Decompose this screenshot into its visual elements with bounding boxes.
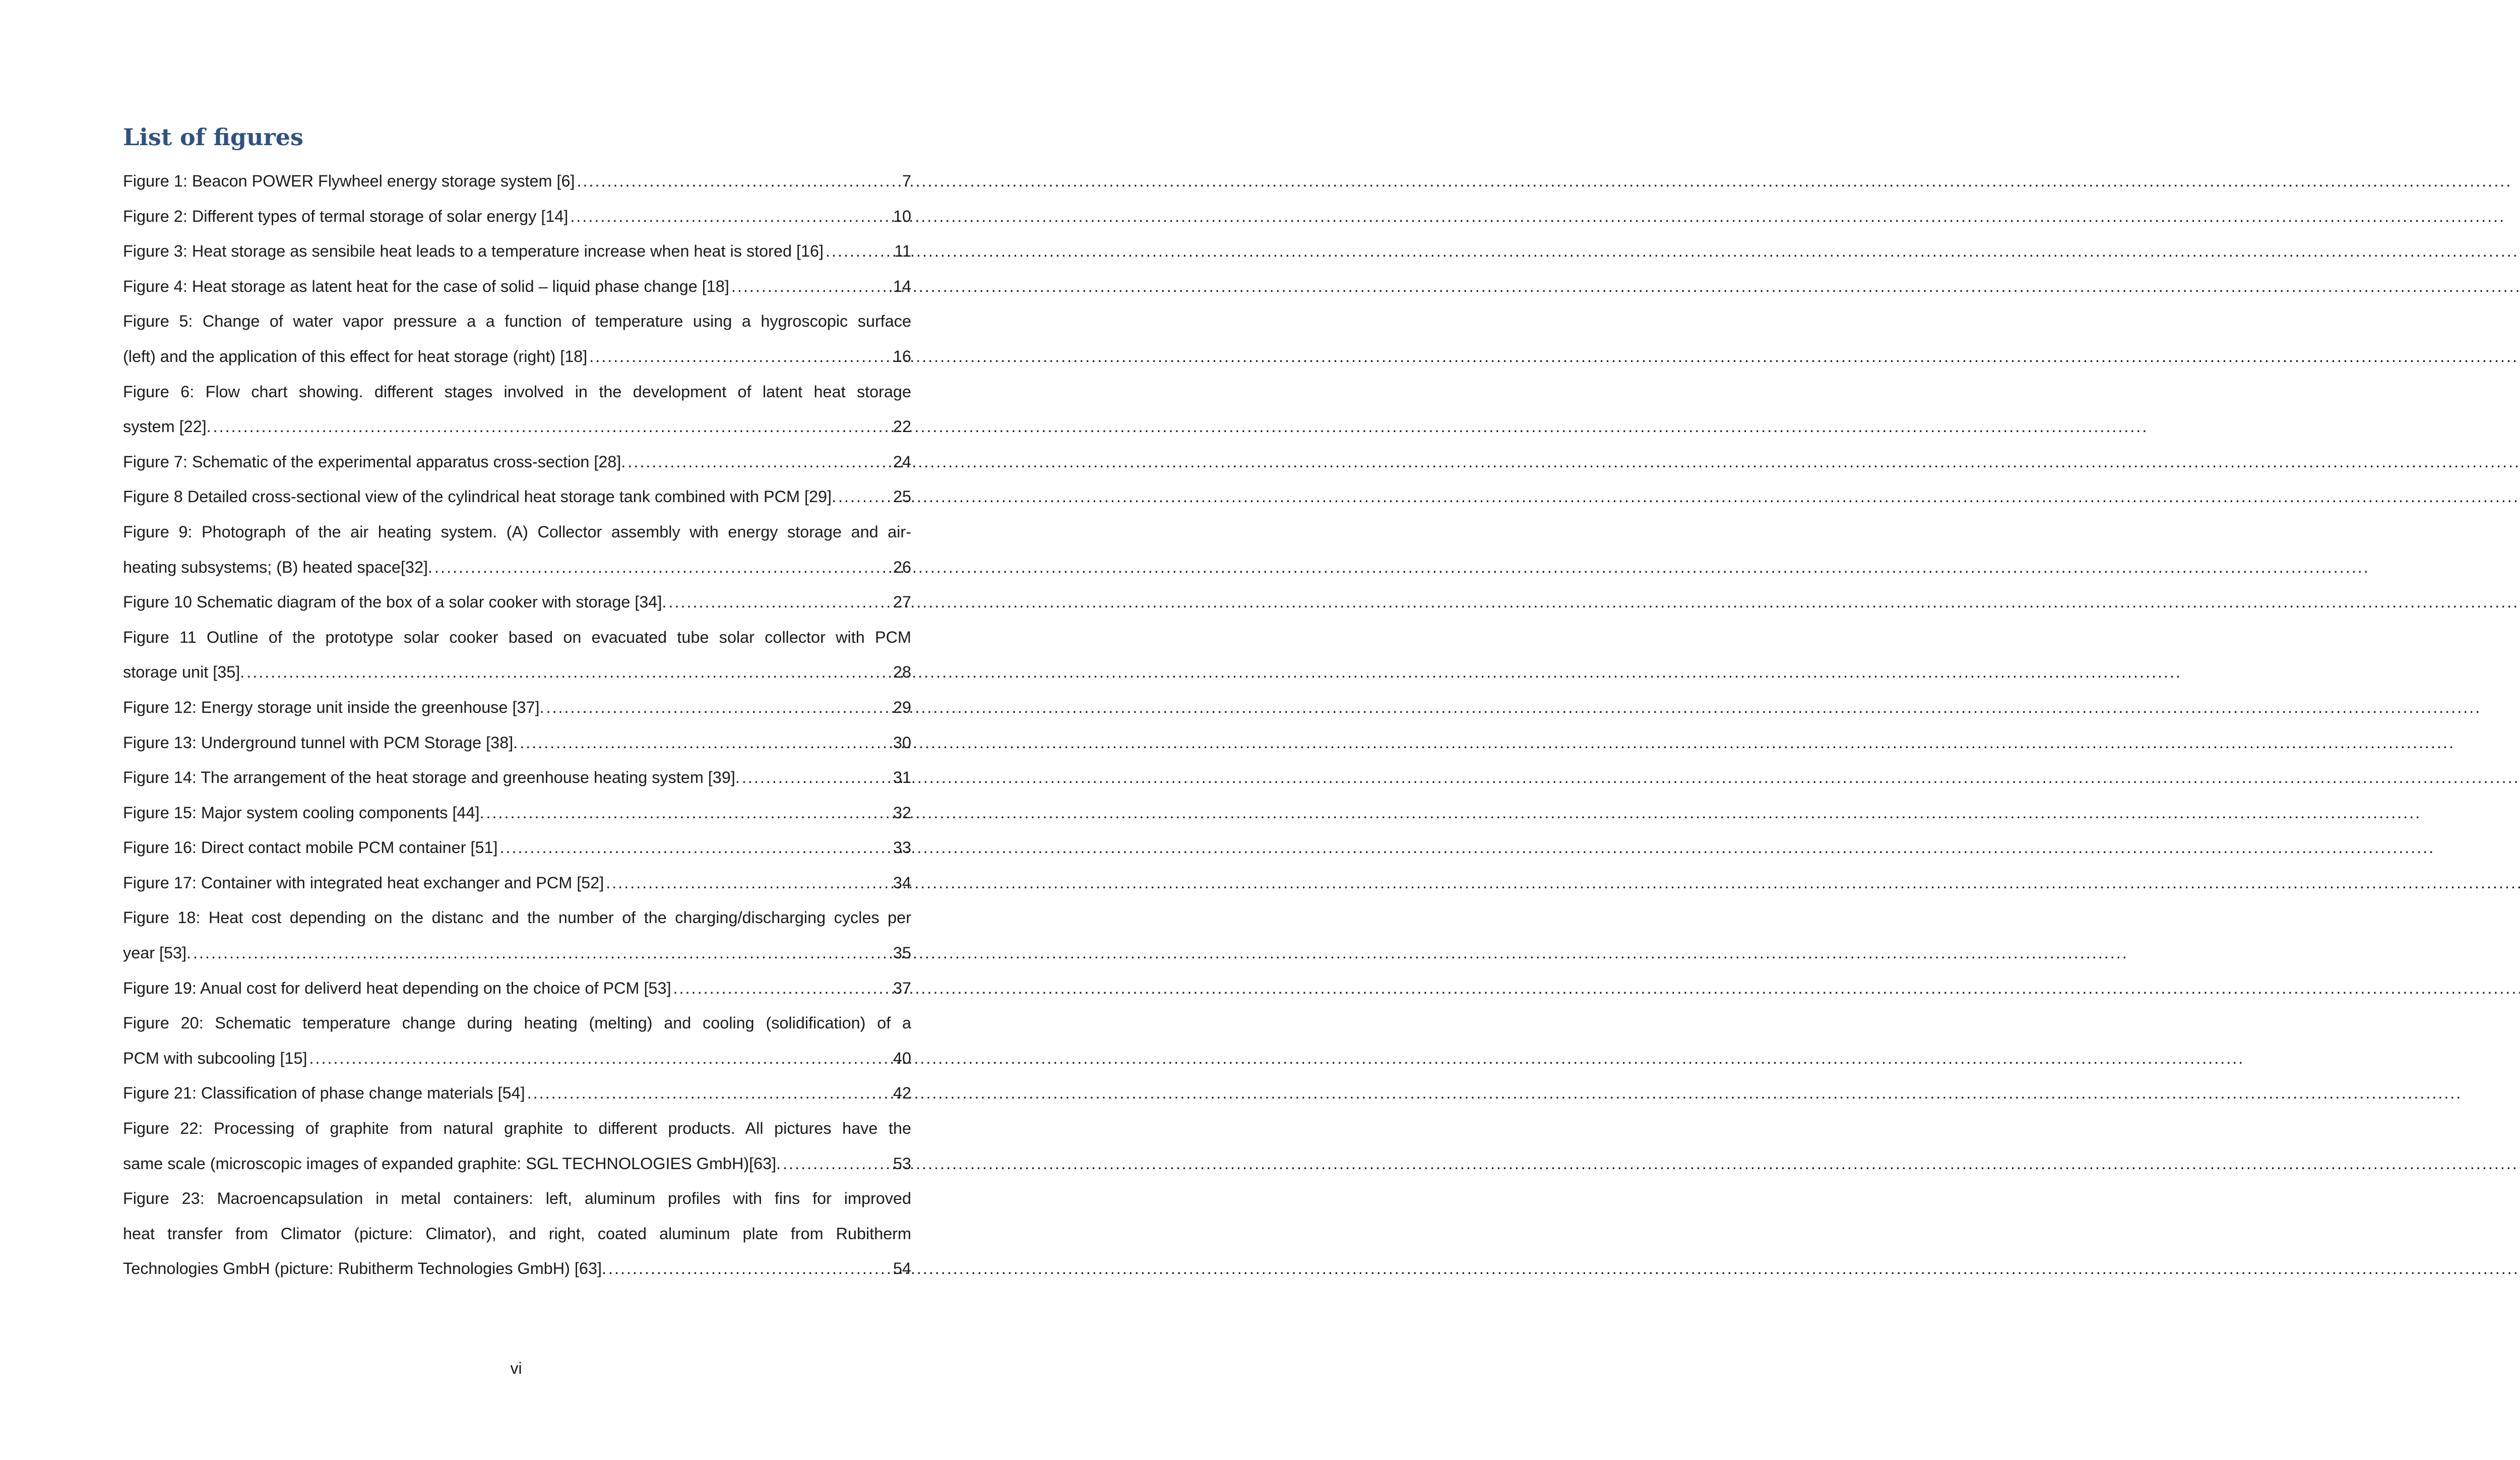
figure-entry[interactable]	[123, 479, 911, 515]
figure-page-number: 29	[893, 698, 911, 716]
figure-entry-text-line: Figure 20: Schematic temperature change during heating (melting) and cooling (solidification) of a	[123, 1014, 911, 1032]
dot-leader	[213, 409, 891, 445]
figure-page-number: 53	[893, 1154, 911, 1173]
figure-entry-last-line	[123, 1251, 911, 1287]
page-title: List of figures	[123, 124, 303, 151]
dot-leader	[731, 269, 891, 305]
figure-entry[interactable]	[123, 164, 911, 199]
figure-entry-text-line: Figure 23: Macroencapsulation in metal containers: left, aluminum profiles with fins for improved	[123, 1189, 911, 1208]
figure-page-number: 54	[893, 1259, 911, 1278]
figure-caption: Figure 2: Different types of termal storage of solar energy [14]	[123, 207, 569, 225]
dot-leader	[577, 164, 900, 199]
figure-entry-last-line	[123, 1146, 911, 1182]
dot-leader	[838, 479, 891, 515]
figure-caption: PCM with subcooling [15]	[123, 1049, 307, 1067]
figure-entry[interactable]	[123, 1181, 911, 1287]
figure-caption: Figure 16: Direct contact mobile PCM container [51]	[123, 838, 498, 857]
figure-entry[interactable]	[123, 830, 911, 866]
figure-entry-last-line	[123, 409, 911, 445]
dot-leader	[783, 1146, 891, 1182]
figure-entry-last-line	[123, 760, 911, 796]
dot-leader	[673, 971, 891, 1006]
figure-caption: (left) and the application of this effect for heat storage (right) [18]	[123, 347, 588, 366]
figure-entry-text-line: Figure 5: Change of water vapor pressure a a function of temperature using a hygroscopic surface	[123, 312, 911, 331]
figure-entry-last-line	[123, 339, 911, 375]
figure-page-number: 37	[893, 979, 911, 997]
figure-entry-text-line: Figure 9: Photograph of the air heating system. (A) Collector assembly with energy storage and air-	[123, 522, 911, 541]
figure-entry-last-line	[123, 655, 911, 690]
dot-leader	[246, 655, 891, 690]
figure-caption: Figure 7: Schematic of the experimental apparatus cross-section [28].	[123, 452, 626, 471]
figure-entry[interactable]	[123, 515, 911, 585]
figure-page-number: 11	[894, 242, 911, 261]
dot-leader	[309, 1041, 891, 1076]
figure-page-number: 27	[893, 593, 911, 612]
figure-page-number: 32	[893, 803, 911, 822]
figure-entry[interactable]	[123, 1006, 911, 1076]
figure-caption: Technologies GmbH (picture: Rubitherm Technologies GmbH) [63].	[123, 1259, 606, 1278]
figure-caption: Figure 13: Underground tunnel with PCM Storage [38].	[123, 733, 518, 752]
figure-page-number: 10	[893, 207, 911, 225]
figure-entry[interactable]	[123, 1076, 911, 1111]
figure-page-number: 16	[893, 347, 911, 366]
figure-entry-last-line	[123, 550, 911, 585]
figure-entry-last-line	[123, 971, 911, 1006]
figure-caption: Figure 1: Beacon POWER Flywheel energy storage system [6]	[123, 172, 575, 190]
figure-entry-text-line: Figure 22: Processing of graphite from natural graphite to different products. All pictures have the	[123, 1119, 911, 1138]
dot-leader	[826, 234, 892, 269]
figure-page-number: 42	[893, 1084, 911, 1103]
figure-entry-last-line	[123, 1041, 911, 1076]
figure-entry-last-line	[123, 164, 911, 199]
figure-entry-last-line	[123, 234, 911, 269]
figure-caption: Figure 19: Anual cost for deliverd heat depending on the choice of PCM [53]	[123, 979, 671, 997]
figure-page-number: 40	[893, 1049, 911, 1067]
dot-leader	[520, 725, 891, 761]
dot-leader	[527, 1076, 891, 1111]
figure-entry-last-line	[123, 1076, 911, 1111]
figure-entry-last-line	[123, 479, 911, 515]
figure-page-number: 35	[893, 944, 911, 962]
dot-leader	[546, 690, 891, 725]
figure-page-number: 31	[893, 768, 911, 787]
figure-caption: same scale (microscopic images of expanded graphite: SGL TECHNOLOGIES GmbH)[63].	[123, 1154, 781, 1173]
figure-entry[interactable]	[123, 971, 911, 1006]
figure-entry-last-line	[123, 866, 911, 901]
figure-entry[interactable]	[123, 725, 911, 761]
dot-leader	[589, 339, 891, 375]
dot-leader	[608, 1251, 891, 1287]
figure-page-number: 22	[893, 417, 911, 436]
figure-entry[interactable]	[123, 620, 911, 690]
figure-entry[interactable]	[123, 199, 911, 234]
figure-entry-text-line: heat transfer from Climator (picture: Climator), and right, coated aluminum plate from Rubitherm	[123, 1224, 911, 1243]
figure-entry-last-line	[123, 830, 911, 866]
figure-page-number: 26	[893, 558, 911, 576]
figure-caption: Figure 14: The arrangement of the heat storage and greenhouse heating system [39].	[123, 768, 740, 787]
figure-caption: Figure 4: Heat storage as latent heat for the case of solid – liquid phase change [18]	[123, 277, 729, 295]
figure-entry[interactable]	[123, 269, 911, 305]
figure-caption: Figure 8 Detailed cross-sectional view of the cylindrical heat storage tank combined with PCM [29].	[123, 488, 837, 506]
figure-entry[interactable]	[123, 445, 911, 480]
dot-leader	[570, 199, 891, 234]
figure-entry[interactable]	[123, 304, 911, 374]
figure-caption: system [22].	[123, 417, 211, 436]
dot-leader	[742, 760, 891, 796]
figure-entry-text-line: Figure 11 Outline of the prototype solar cooker based on evacuated tube solar collector with PCM	[123, 628, 911, 646]
figure-caption: Figure 15: Major system cooling components [44].	[123, 803, 484, 822]
figure-entry-last-line	[123, 585, 911, 620]
figure-caption: Figure 17: Container with integrated heat exchanger and PCM [52]	[123, 873, 604, 892]
figure-entry[interactable]	[123, 1111, 911, 1181]
dot-leader	[434, 550, 891, 585]
figure-caption: storage unit [35].	[123, 663, 245, 682]
figure-entry-last-line	[123, 690, 911, 725]
dot-leader	[486, 796, 891, 831]
dot-leader	[606, 866, 891, 901]
figure-caption: heating subsystems; (B) heated space[32].	[123, 558, 432, 576]
page-number: vi	[510, 1359, 522, 1377]
figure-entry[interactable]	[123, 760, 911, 796]
figure-entry[interactable]	[123, 585, 911, 620]
figure-entry[interactable]	[123, 690, 911, 725]
figure-entry-last-line	[123, 936, 911, 971]
figure-entry[interactable]	[123, 375, 911, 445]
dot-leader	[668, 585, 891, 620]
figure-entry[interactable]	[123, 900, 911, 970]
figure-entry-text-line: Figure 18: Heat cost depending on the distanc and the number of the charging/discharging cycles per	[123, 908, 911, 927]
figure-page-number: 25	[893, 488, 911, 506]
figure-entry[interactable]	[123, 796, 911, 831]
figure-page-number: 30	[893, 733, 911, 752]
dot-leader	[627, 445, 891, 480]
figure-entry-text-line: Figure 6: Flow chart showing. different stages involved in the development of latent heat storage	[123, 382, 911, 401]
figure-list	[123, 164, 911, 1287]
figure-entry-last-line	[123, 445, 911, 480]
figure-caption: Figure 10 Schematic diagram of the box of a solar cooker with storage [34].	[123, 593, 667, 612]
dot-leader	[193, 936, 891, 971]
figure-page-number: 28	[893, 663, 911, 682]
figure-caption: Figure 21: Classification of phase change materials [54]	[123, 1084, 525, 1103]
figure-page-number: 33	[893, 838, 911, 857]
figure-caption: Figure 3: Heat storage as sensibile heat leads to a temperature increase when heat is stored [16]	[123, 242, 824, 261]
figure-page-number: 14	[893, 277, 911, 295]
figure-caption: Figure 12: Energy storage unit inside the greenhouse [37].	[123, 698, 544, 716]
figure-entry[interactable]	[123, 866, 911, 901]
figure-page-number: 7	[902, 172, 911, 190]
figure-page-number: 24	[893, 452, 911, 471]
figure-page-number: 34	[893, 873, 911, 892]
figure-entry-last-line	[123, 269, 911, 305]
dot-leader	[500, 830, 891, 866]
figure-entry-last-line	[123, 199, 911, 234]
figure-entry-last-line	[123, 796, 911, 831]
figure-entry-last-line	[123, 725, 911, 761]
figure-caption: year [53].	[123, 944, 192, 962]
figure-entry[interactable]	[123, 234, 911, 269]
